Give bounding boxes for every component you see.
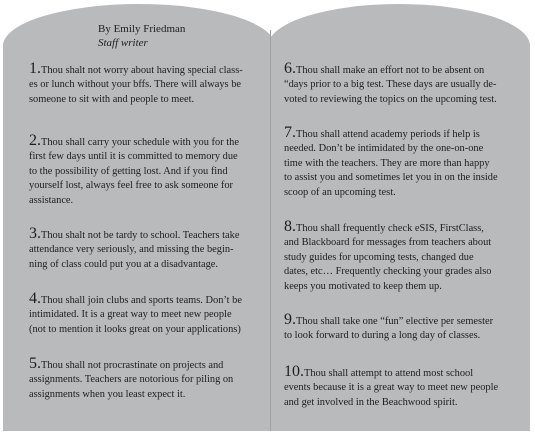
commandment-number: 3. [29,225,41,242]
tablet-divider [270,30,271,431]
commandment-line: 3.Thou shalt not be tardy to school. Teachers take [29,225,240,242]
commandment-number: 7. [284,124,296,141]
commandment-number: 8. [284,218,296,235]
commandment-number: 4. [29,290,41,307]
commandment-line: 9.Thou shall take one “fun” elective per semester [284,311,494,328]
commandment-line: keeps you motivated to keep them up. [284,280,442,292]
author-name: By Emily Friedman [98,23,186,35]
commandment-5 [29,357,233,402]
commandment-number: 2. [29,132,41,149]
commandment-number: 1. [29,60,41,77]
commandment-number: 10. [284,363,304,380]
commandment-line: 4.Thou shall join clubs and sports teams. Don’t be [29,290,242,307]
commandment-line: scoop of an upcoming test. [284,186,396,198]
commandment-line: 8.Thou shall frequently check eSIS, FirstClass, [284,218,484,235]
commandment-line: to look forward to during a long day of classes. [284,330,481,342]
commandment-line: ning of class could put you at a disadvantage. [29,258,219,270]
commandment-number: 5. [29,355,41,372]
commandment-7 [284,126,498,200]
commandment-number: 9. [284,311,296,328]
commandment-line: first few days until it is committed to memory due [29,151,238,163]
commandment-line: (not to mention it looks great on your applications) [29,323,241,335]
byline [98,22,185,50]
commandment-10 [284,365,498,410]
commandment-line: assignments when you least expect it. [29,388,186,400]
commandment-line: time with the teachers. They are more than happy [284,157,490,169]
commandment-line: and Blackboard for messages from teachers about [284,237,492,249]
commandment-9 [284,313,493,344]
commandment-line: “days prior to a big test. These days are usually de- [284,79,497,91]
commandment-line: to assist you and sometimes let you in on the inside [284,172,498,184]
commandment-line: events because it is a great way to meet new people [284,382,499,394]
commandment-line: 1.Thou shalt not worry about having special class- [29,60,243,77]
commandment-line: assignments. Teachers are notorious for piling on [29,374,234,386]
commandment-line: 7.Thou shall attend academy periods if help is [284,124,480,141]
commandment-line: 2.Thou shall carry your schedule with you for the [29,132,239,149]
commandment-6 [284,62,497,107]
commandment-8 [284,220,491,294]
commandment-line: yourself lost, always feel free to ask someone for [29,180,233,192]
commandment-line: es or lunch without your bffs. There will always be [29,79,242,91]
commandment-3 [29,227,239,272]
commandment-line: dates, etc… Frequently checking your grades also [284,266,492,278]
commandment-line: and get involved in the Beachwood spirit. [284,396,458,408]
commandment-line: study guides for upcoming tests, changed due [284,251,474,263]
commandment-line: 10.Thou shall attempt to attend most school [284,363,474,380]
commandment-line: assistance. [29,194,74,206]
author-role: Staff writer [98,37,148,49]
commandment-line: needed. Don’t be intimidated by the one-on-one [284,143,484,155]
commandment-2 [29,134,239,208]
commandment-number: 6. [284,60,296,77]
commandment-line: 5.Thou shall not procrastinate on projects and [29,355,224,372]
commandment-4 [29,292,242,337]
commandment-line: someone to sit with and people to meet. [29,93,195,105]
commandment-line: 6.Thou shall make an effort not to be absent on [284,60,485,77]
commandment-line: attendance very seriously, and missing the begin- [29,244,234,256]
commandment-line: voted to reviewing the topics on the upcoming test. [284,93,497,105]
commandment-line: to the possibility of getting lost. And if you find [29,165,228,177]
commandment-line: intimidated. It is a great way to meet new people [29,309,232,321]
commandment-1 [29,62,243,107]
